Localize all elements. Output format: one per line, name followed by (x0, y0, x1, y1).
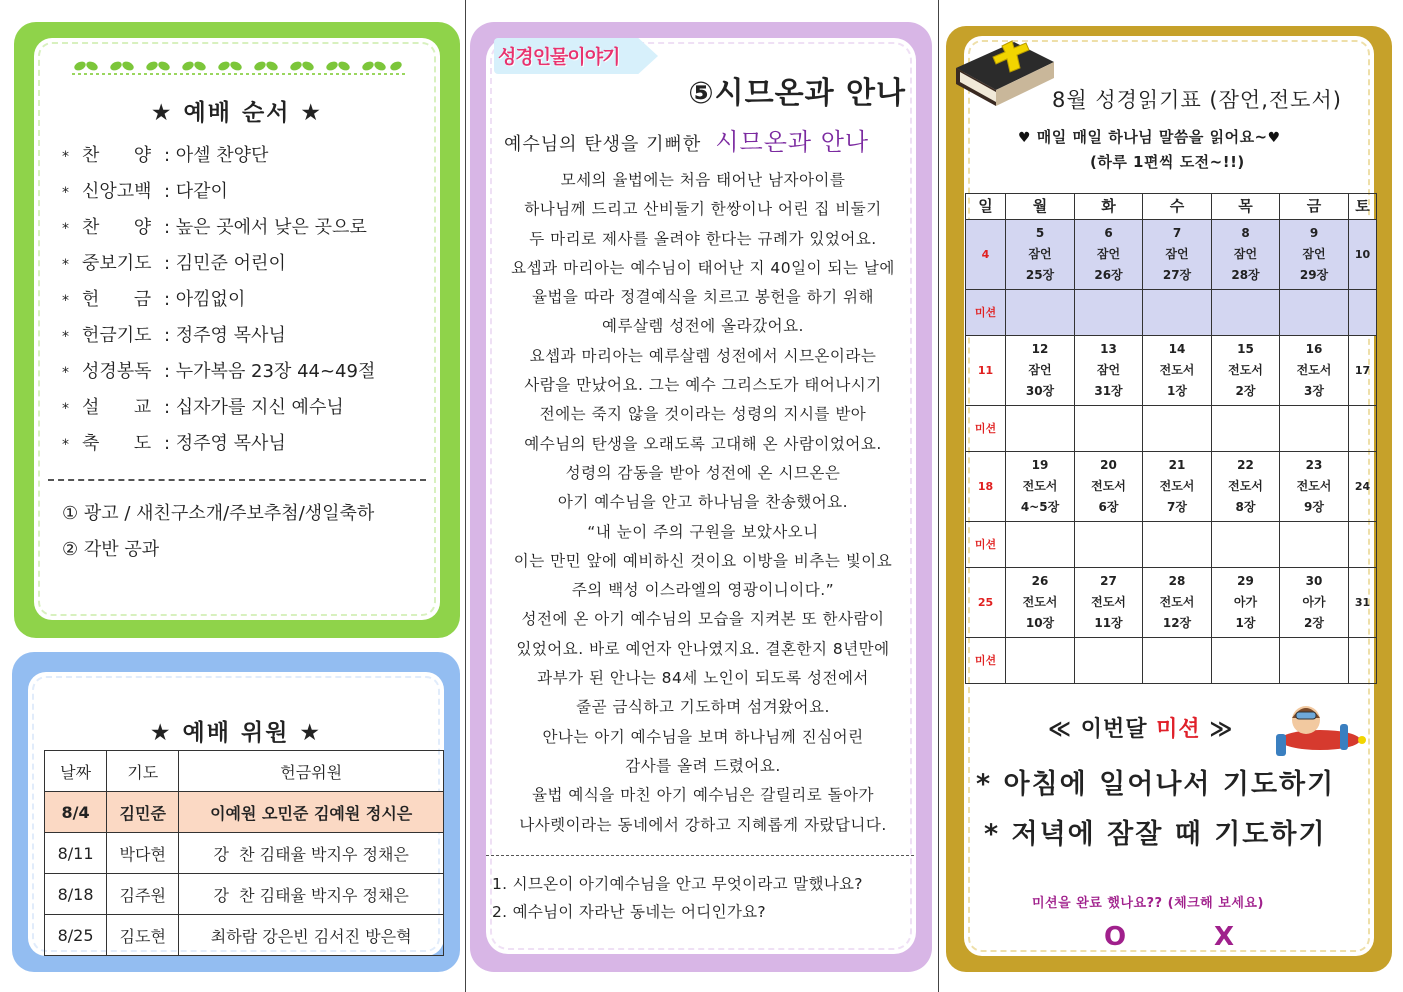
story-line: 나사렛이라는 동네에서 강하고 지혜롭게 자랐답니다. (519, 815, 887, 834)
story-line: 성전에 온 아기 예수님의 모습을 지켜본 또 한사람이 (521, 610, 885, 629)
mission-check-cell[interactable] (1006, 638, 1075, 684)
mission-check-cell[interactable] (1280, 290, 1349, 336)
story-line: 율법 예식을 마친 아기 예수님은 갈릴리로 돌아가 (531, 786, 875, 805)
weekday-sat: 토 (1349, 194, 1377, 220)
cell-offering: 최하람 강은빈 김서진 방은혁 (179, 915, 444, 956)
cell-offering: 이예원 오민준 김예원 정시은 (179, 792, 444, 833)
cell-date: 8/18 (45, 874, 107, 915)
sunday-date: 11 (966, 336, 1006, 406)
mission-label: 미션 (966, 406, 1006, 452)
sunday-date: 25 (966, 568, 1006, 638)
story-line: 성령의 감동을 받아 성전에 온 시므온은 (565, 463, 841, 482)
order-item: * 찬 양 : 아셀 찬양단 (62, 145, 269, 166)
reading-calendar (965, 193, 1377, 684)
order-item: * 헌 금 : 아낌없이 (62, 289, 246, 310)
mission-check-cell[interactable] (1006, 290, 1075, 336)
cell-date: 8/25 (45, 915, 107, 956)
cell-prayer: 김주원 (107, 874, 179, 915)
story-line: 모세의 율법에는 처음 태어난 남자아이를 (560, 171, 846, 189)
note-announcements: ① 광고 / 새친구소개/주보추첨/생일축하 (62, 503, 375, 524)
order-item: * 헌금기도 : 정주영 목사님 (62, 325, 286, 346)
header-date: 날짜 (45, 751, 107, 792)
story-line: 주의 백성 이스라엘의 영광이니이다.” (571, 581, 835, 600)
mission-x-option[interactable]: X (1214, 922, 1235, 952)
mission-label: 미션 (966, 290, 1006, 336)
story-line: 율법을 따라 정결예식을 치르고 봉헌을 하기 위해 (531, 288, 875, 307)
reading-day-cell: 29 아가 1장 (1212, 568, 1280, 638)
cell-offering: 강 찬 김태율 박지우 정채은 (179, 874, 444, 915)
story-line: 요셉과 마리아는 예수님이 태어난 지 40일이 되는 날에 (511, 258, 895, 277)
committee-title: ★ 예배 위원 ★ (149, 720, 323, 746)
mission-check-cell[interactable] (1006, 406, 1075, 452)
sunday-date: 18 (966, 452, 1006, 522)
story-subtitle: 예수님의 탄생을 기뻐한 시므온과 안나 (504, 128, 870, 156)
reading-day-cell: 7 잠언 27장 (1143, 220, 1212, 290)
mission-check-cell[interactable] (1006, 522, 1075, 568)
mission-check-cell[interactable] (1280, 522, 1349, 568)
order-item: * 설 교 : 십자가를 지신 예수님 (62, 397, 344, 418)
reading-day-cell: 16 전도서 3장 (1280, 336, 1349, 406)
weekday-thu: 목 (1212, 194, 1280, 220)
header-offering: 헌금위원 (179, 751, 444, 792)
story-line: 과부가 된 안나는 84세 노인이 되도록 성전에서 (537, 669, 869, 688)
reading-plan-challenge: (하루 1편씩 도전~!!) (1090, 153, 1245, 171)
mission-check-cell[interactable] (1075, 522, 1143, 568)
mission-check-cell[interactable] (1143, 638, 1212, 684)
mission-item-morning: * 아침에 일어나서 기도하기 (976, 769, 1336, 800)
weekday-fri: 금 (1280, 194, 1349, 220)
mission-check-cell[interactable] (1280, 638, 1349, 684)
mission-check-prompt: 미션을 완료 했나요?? (체크해 보세요) (1032, 896, 1264, 911)
order-item: * 성경봉독 : 누가복음 23장 44~49절 (62, 361, 376, 382)
reading-day-cell: 22 전도서 8장 (1212, 452, 1280, 522)
reading-day-cell: 23 전도서 9장 (1280, 452, 1349, 522)
saturday-date: 17 (1349, 336, 1377, 406)
heart-icon: ♥ (1267, 130, 1281, 146)
reading-day-cell: 14 전도서 1장 (1143, 336, 1212, 406)
committee-header-row (45, 751, 444, 792)
story-line: 감사를 올려 드렸어요. (625, 756, 781, 775)
story-questions (492, 870, 863, 926)
calendar-week-row (966, 452, 1377, 522)
weekday-tue: 화 (1075, 194, 1143, 220)
committee-table (44, 750, 444, 956)
cell-date: 8/4 (45, 792, 107, 833)
worship-order-panel (14, 22, 460, 638)
worship-order-title: ★ 예배 순서 ★ (150, 100, 324, 126)
story-line: 전에는 죽지 않을 것이라는 성령의 지시를 받아 (539, 405, 867, 424)
cell-prayer: 김도현 (107, 915, 179, 956)
mission-check-cell[interactable] (1349, 638, 1377, 684)
reading-day-cell: 20 전도서 6장 (1075, 452, 1143, 522)
mission-check-cell[interactable] (1143, 290, 1212, 336)
header-prayer: 기도 (107, 751, 179, 792)
calendar-week-row (966, 220, 1377, 290)
story-badge-text: 성경인물이야기 (498, 46, 620, 68)
story-body (488, 166, 918, 840)
story-badge (494, 38, 658, 74)
mission-check-cell[interactable] (1075, 290, 1143, 336)
cell-prayer: 박다현 (107, 833, 179, 874)
mission-row (966, 522, 1377, 568)
story-title: ⑤시므온과 안나 (688, 76, 906, 111)
reading-day-cell: 5 잠언 25장 (1006, 220, 1075, 290)
story-line: 있었어요. 바로 예언자 안나였지요. 결혼한지 8년만에 (516, 639, 890, 658)
reading-day-cell: 15 전도서 2장 (1212, 336, 1280, 406)
reading-plan-title: 8월 성경읽기표 (잠언,전도서) (1052, 88, 1342, 112)
cell-offering: 강 찬 김태율 박지우 정채은 (179, 833, 444, 874)
reading-plan-slogan: ♥ 매일 매일 하나님 말씀을 읽어요~♥ (1018, 128, 1281, 146)
mission-check-cell[interactable] (1143, 406, 1212, 452)
calendar-week-row (966, 568, 1377, 638)
weekday-wed: 수 (1143, 194, 1212, 220)
weekday-sun: 일 (966, 194, 1006, 220)
story-line: 이는 만민 앞에 예비하신 것이요 이방을 비추는 빛이요 (513, 551, 893, 570)
story-line: 예루살렘 성전에 올라갔어요. (602, 317, 804, 336)
worship-committee-card (28, 672, 444, 956)
worship-committee-panel (12, 652, 460, 972)
mission-check-cell[interactable] (1075, 638, 1143, 684)
weekday-mon: 월 (1006, 194, 1075, 220)
order-item: * 찬 양 : 높은 곳에서 낮은 곳으로 (62, 217, 367, 238)
order-item: * 축 도 : 정주영 목사님 (62, 433, 286, 454)
reading-day-cell: 12 잠언 30장 (1006, 336, 1075, 406)
mission-label: 미션 (966, 522, 1006, 568)
story-line: 하나님께 드리고 산비둘기 한쌍이나 어린 집 비둘기 (524, 200, 882, 219)
question-1: 1. 시므온이 아기예수님을 안고 무엇이라고 말했나요? (492, 875, 863, 893)
reading-day-cell: 26 전도서 10장 (1006, 568, 1075, 638)
story-line: 예수님의 탄생을 오래도록 고대해 온 사람이었어요. (524, 434, 882, 453)
mission-check-cell[interactable] (1143, 522, 1212, 568)
table-row (45, 792, 444, 833)
sprout-border-decoration (72, 52, 408, 78)
reading-day-cell: 21 전도서 7장 (1143, 452, 1212, 522)
section-divider (48, 479, 426, 481)
story-line: 요셉과 마리아는 예루살렘 성전에서 시므온이라는 (529, 346, 877, 365)
reading-day-cell: 19 전도서 4~5장 (1006, 452, 1075, 522)
reading-day-cell: 8 잠언 28장 (1212, 220, 1280, 290)
weekday-header-row (966, 194, 1377, 220)
saturday-date: 24 (1349, 452, 1377, 522)
bible-icon (952, 28, 1058, 112)
mission-check-cell[interactable] (1075, 406, 1143, 452)
mission-check-cell[interactable] (1349, 290, 1377, 336)
worship-notes (62, 496, 374, 568)
story-line: 두 마리로 제사를 올려야 한다는 규례가 있었어요. (529, 229, 877, 248)
saturday-date: 31 (1349, 568, 1377, 638)
heart-icon: ♥ (1018, 130, 1032, 146)
story-line: 줄곧 금식하고 기도하며 섬겨왔어요. (576, 698, 830, 717)
mission-check-cell[interactable] (1280, 406, 1349, 452)
table-row (45, 915, 444, 956)
cell-prayer: 김민준 (107, 792, 179, 833)
story-line: 안나는 아기 예수님을 보며 하나님께 진심어린 (542, 727, 864, 746)
story-divider (486, 855, 914, 856)
reading-day-cell: 28 전도서 12장 (1143, 568, 1212, 638)
mission-check-cell[interactable] (1212, 290, 1280, 336)
worship-order-list (62, 138, 375, 462)
cell-date: 8/11 (45, 833, 107, 874)
reading-day-cell: 30 아가 2장 (1280, 568, 1349, 638)
note-class-study: ② 각반 공과 (62, 539, 160, 560)
mission-row (966, 638, 1377, 684)
order-item: * 중보기도 : 김민준 어린이 (62, 253, 286, 274)
story-line: 사람을 만났어요. 그는 예수 그리스도가 태어나시기 (524, 376, 882, 395)
mission-o-option[interactable]: O (1104, 922, 1127, 952)
sunday-date: 4 (966, 220, 1006, 290)
mission-check-cell[interactable] (1212, 638, 1280, 684)
story-line: “내 눈이 주의 구원을 보았사오니 (587, 522, 819, 541)
story-line: 아기 예수님을 안고 하나님을 찬송했어요. (557, 493, 849, 512)
mission-check-cell[interactable] (1349, 406, 1377, 452)
reading-day-cell: 27 전도서 11장 (1075, 568, 1143, 638)
table-row (45, 874, 444, 915)
mission-check-cell[interactable] (1349, 522, 1377, 568)
reading-day-cell: 6 잠언 26장 (1075, 220, 1143, 290)
monthly-mission-banner: ≪ 이번달 미션 ≫ (1048, 717, 1234, 742)
mission-check-cell[interactable] (1212, 406, 1280, 452)
mission-row (966, 406, 1377, 452)
calendar-week-row (966, 336, 1377, 406)
mission-label: 미션 (966, 638, 1006, 684)
order-item: * 신앙고백 : 다같이 (62, 181, 228, 202)
table-row (45, 833, 444, 874)
column-divider-left (465, 0, 466, 992)
column-divider-right (938, 0, 939, 992)
reading-day-cell: 13 잠언 31장 (1075, 336, 1143, 406)
saturday-date: 10 (1349, 220, 1377, 290)
mission-item-night: * 저녁에 잠잘 때 기도하기 (984, 819, 1327, 850)
reading-day-cell: 9 잠언 29장 (1280, 220, 1349, 290)
mission-row (966, 290, 1377, 336)
airplane-pilot-icon (1270, 694, 1368, 762)
mission-check-cell[interactable] (1212, 522, 1280, 568)
question-2: 2. 예수님이 자라난 동네는 어디인가요? (492, 903, 766, 921)
